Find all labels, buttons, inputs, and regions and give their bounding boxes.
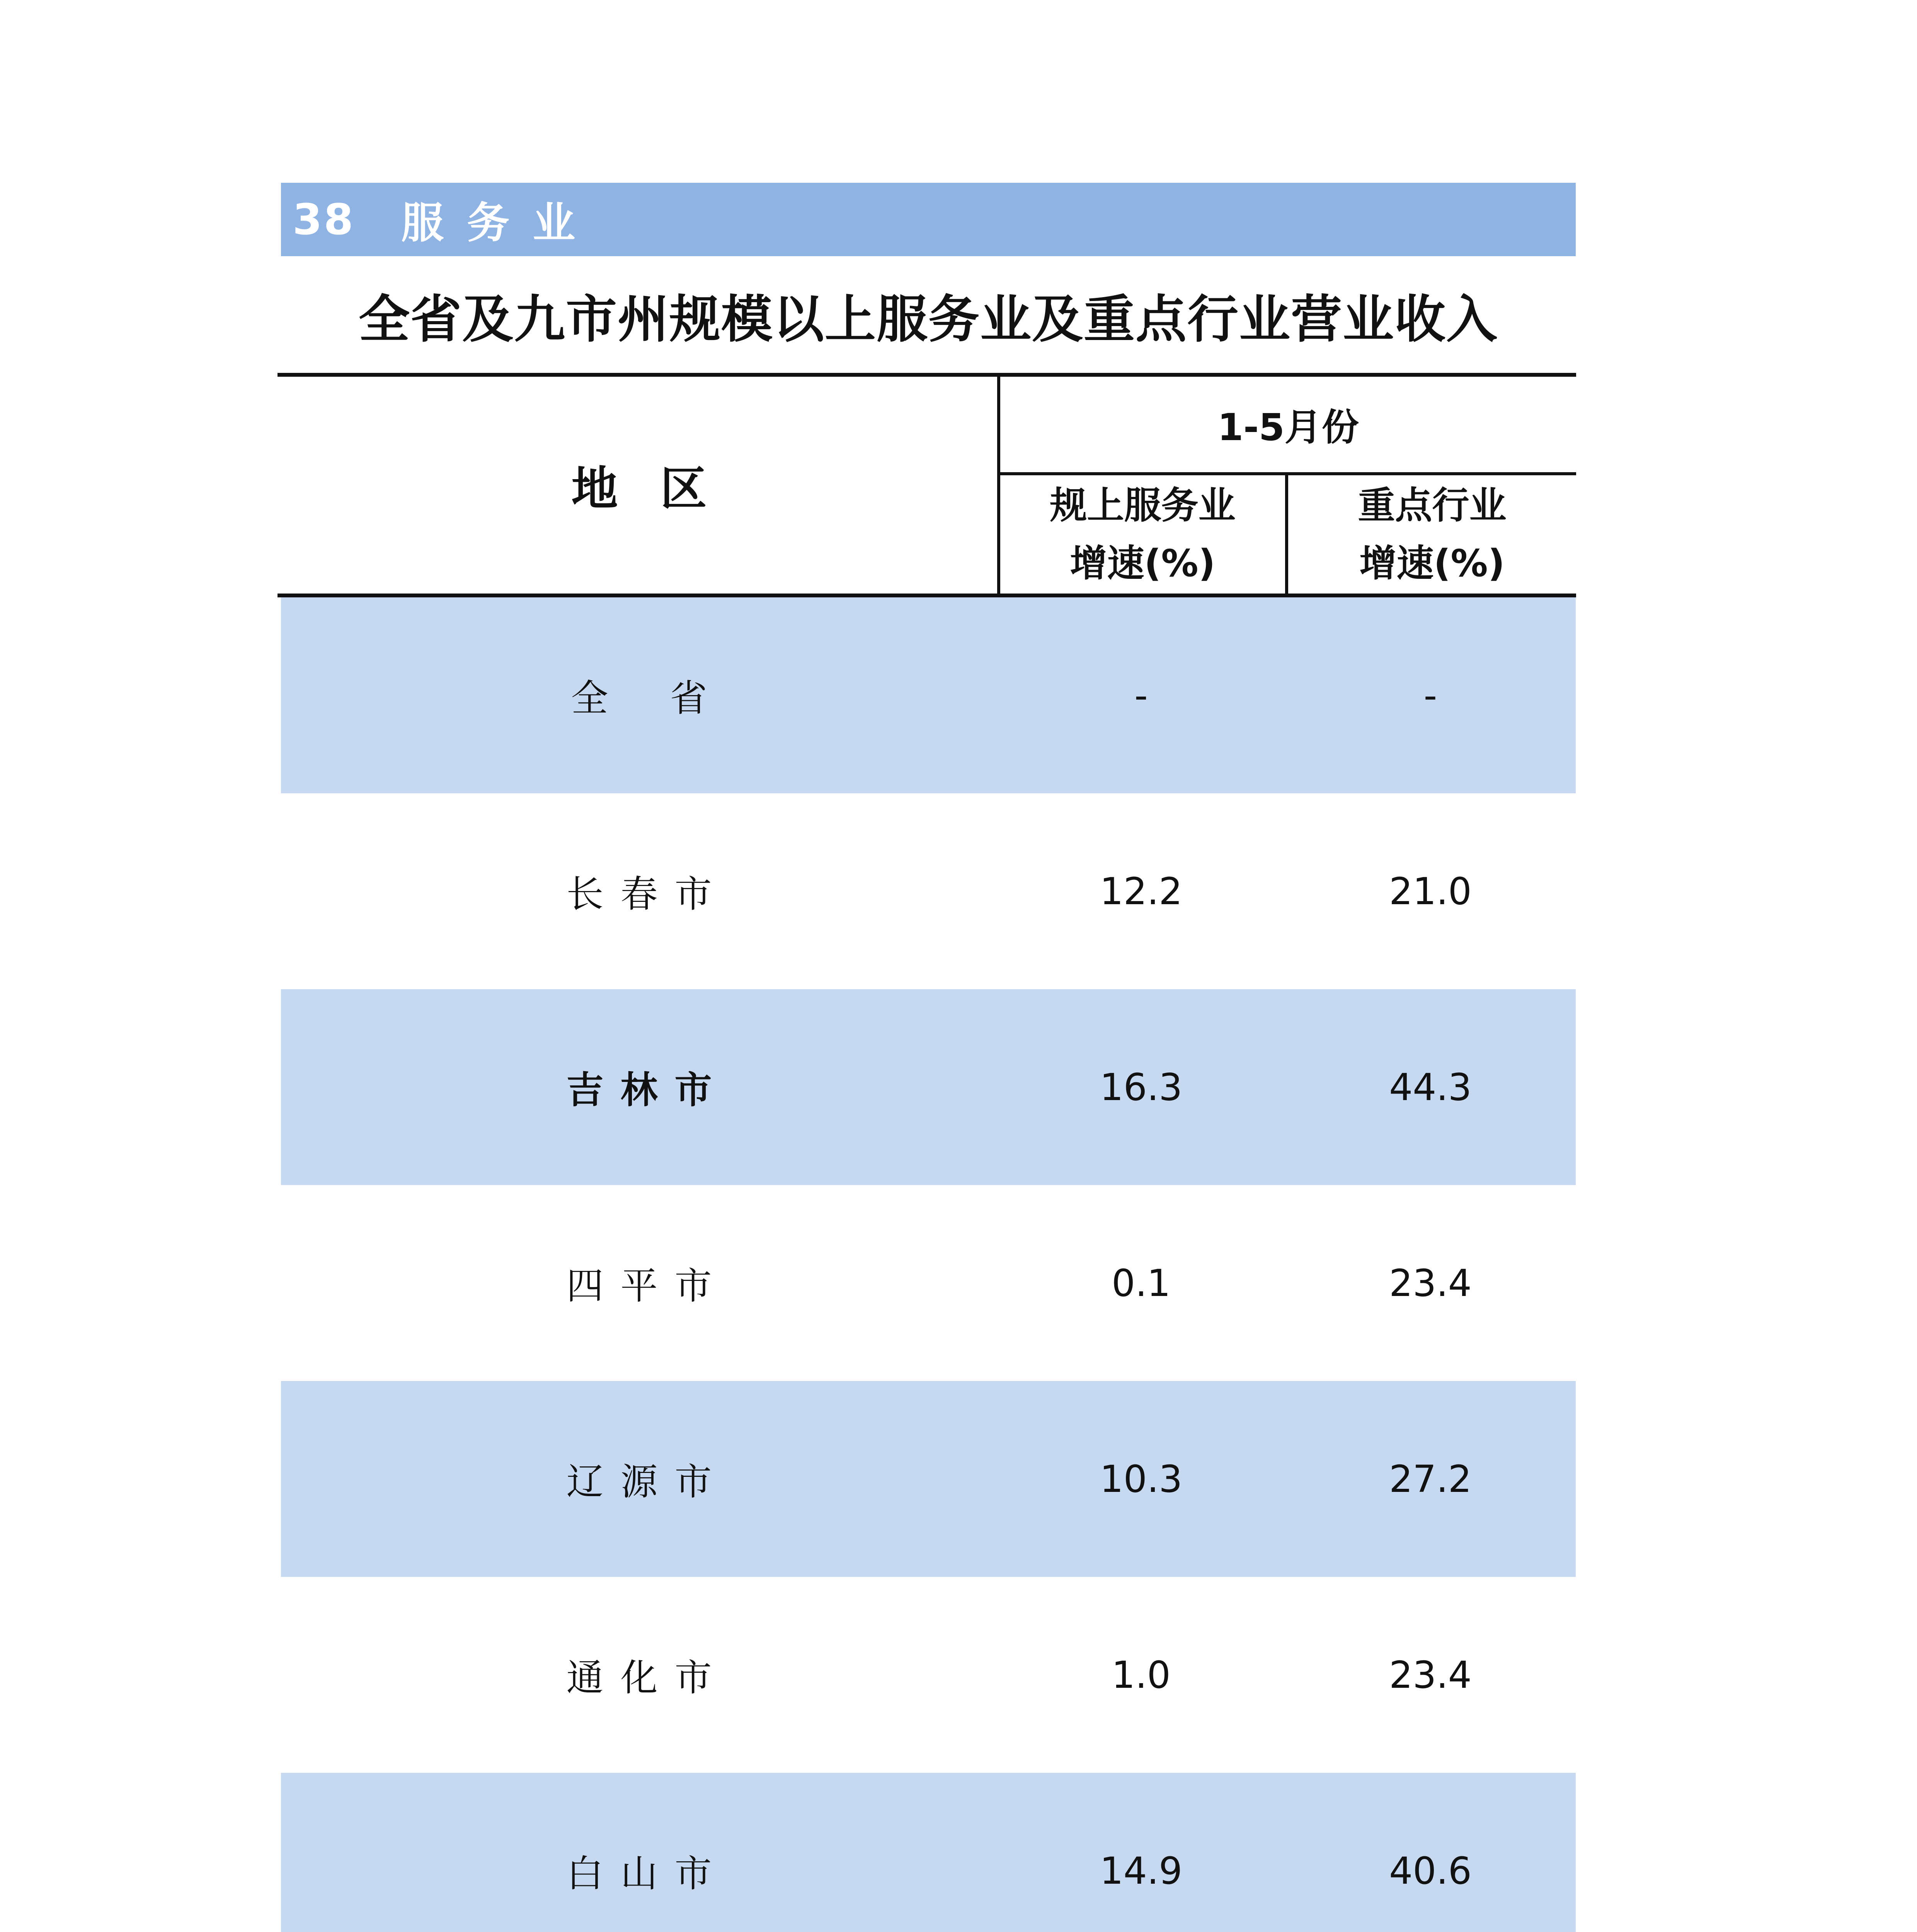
- services-growth-cell: 1.0: [1112, 1653, 1171, 1697]
- header-period: 1-5月份: [1217, 406, 1359, 449]
- header-region: 地区: [571, 462, 749, 516]
- header-col2-line1: 重点行业: [1358, 484, 1507, 527]
- key-industry-growth-cell: 27.2: [1389, 1457, 1472, 1501]
- header-divider-right: [1285, 474, 1288, 595]
- table-title: 全省及九市州规模以上服务业及重点行业营业收入: [359, 290, 1498, 349]
- key-industry-growth-cell: -: [1423, 673, 1437, 717]
- table-row: [281, 597, 1576, 793]
- header-divider-left: [997, 375, 1000, 595]
- key-industry-growth-cell: 23.4: [1389, 1653, 1472, 1697]
- services-growth-cell: 14.9: [1100, 1849, 1183, 1893]
- header-bottom-rule: [278, 594, 1576, 597]
- region-cell: 全省: [571, 677, 769, 720]
- region-cell: 辽源市: [566, 1460, 729, 1503]
- services-growth-cell: 10.3: [1100, 1457, 1183, 1501]
- region-cell: 长春市: [566, 872, 729, 916]
- key-industry-growth-cell: 23.4: [1389, 1261, 1472, 1305]
- region-cell: 四平市: [566, 1264, 729, 1308]
- region-cell: 白山市: [566, 1852, 729, 1895]
- key-industry-growth-cell: 40.6: [1389, 1849, 1472, 1893]
- services-growth-cell: 16.3: [1100, 1065, 1183, 1109]
- header-col1-line1: 规上服务业: [1050, 484, 1236, 527]
- region-cell: 吉林市: [566, 1068, 729, 1112]
- header-col-key-industry-growth: [1288, 475, 1576, 594]
- header-col2-line2: 增速(%): [1359, 542, 1505, 585]
- table-row: [281, 989, 1576, 1185]
- table-row: [281, 1381, 1576, 1577]
- table-row: [281, 1773, 1576, 1932]
- section-header-bar: [281, 183, 1576, 256]
- services-growth-cell: 12.2: [1100, 869, 1183, 913]
- key-industry-growth-cell: 44.3: [1389, 1065, 1472, 1109]
- header-col-services-growth: [1000, 475, 1285, 594]
- table-row: [281, 1577, 1576, 1773]
- services-growth-cell: 0.1: [1112, 1261, 1171, 1305]
- table-body: [281, 597, 1576, 1932]
- key-industry-growth-cell: 21.0: [1389, 869, 1472, 913]
- services-growth-cell: -: [1134, 673, 1148, 717]
- region-cell: 通化市: [566, 1656, 729, 1699]
- table-row: [281, 793, 1576, 989]
- section-name: 服务业: [401, 198, 599, 248]
- table-row: [281, 1185, 1576, 1381]
- section-number: 38: [293, 195, 355, 244]
- header-col1-line2: 增速(%): [1070, 542, 1216, 585]
